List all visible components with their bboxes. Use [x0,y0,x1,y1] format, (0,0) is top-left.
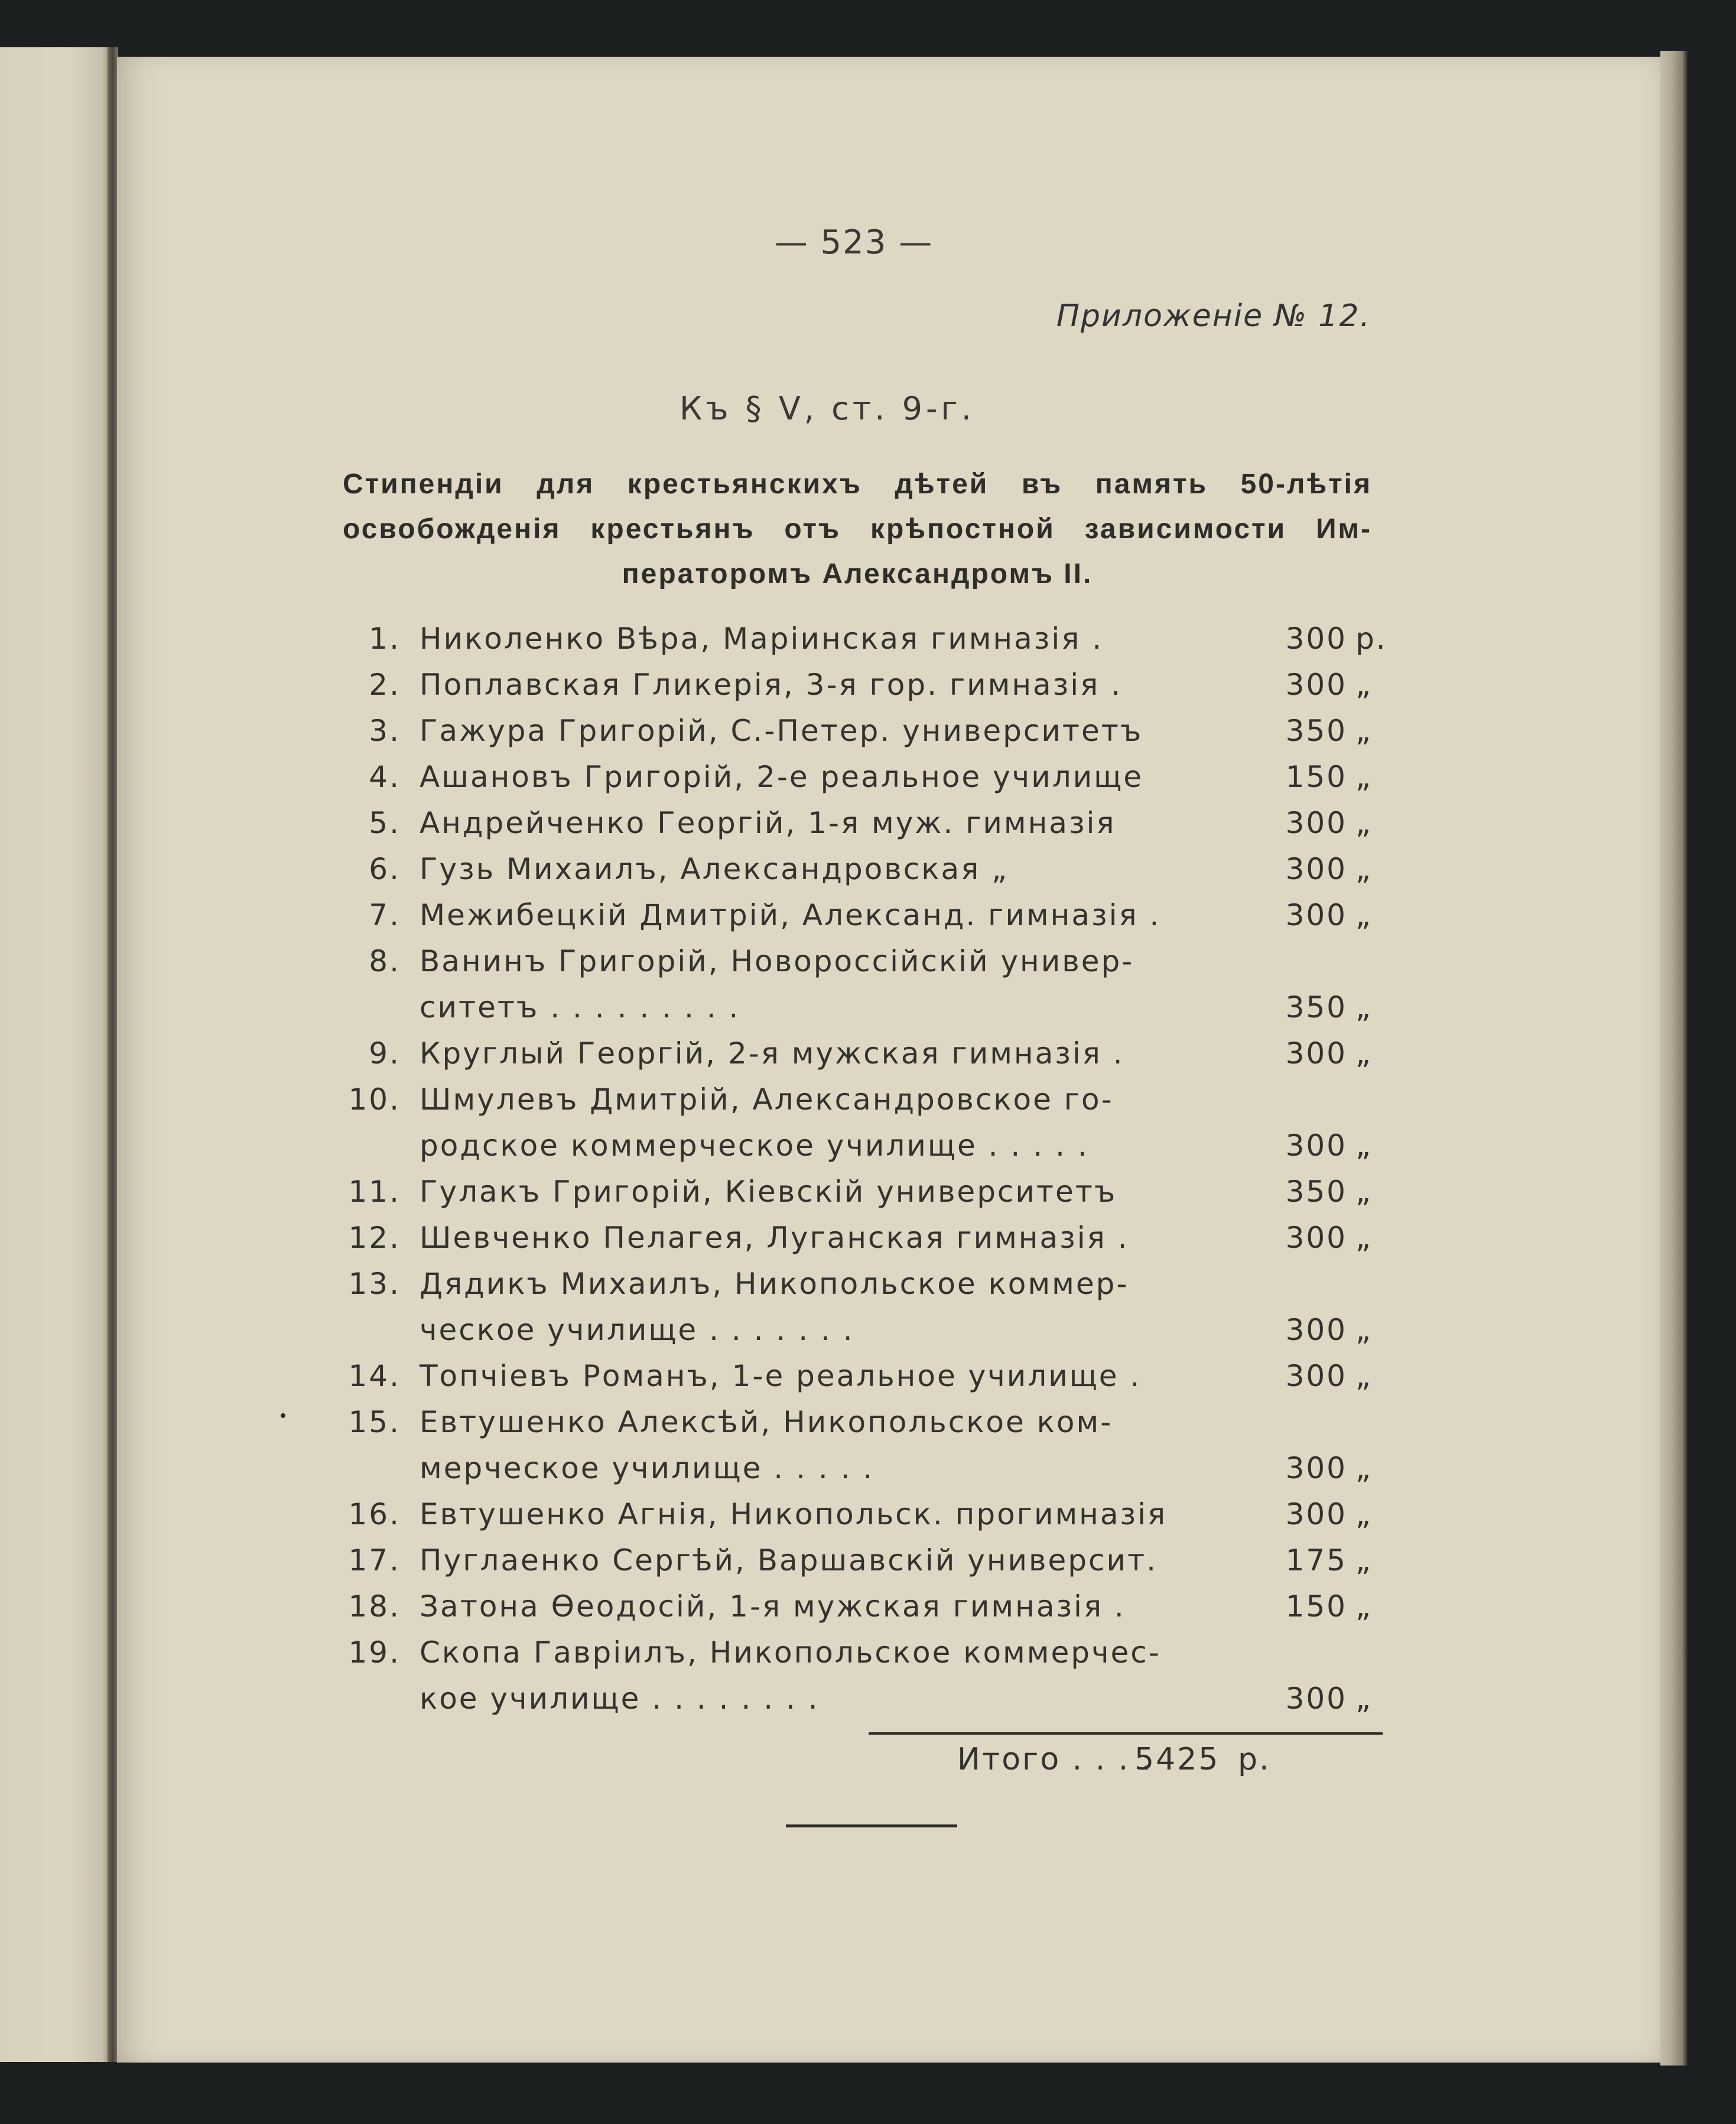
item-amount: 175 [1285,1543,1347,1577]
item-text: Межибецкій Дмитрій, Александ. гимназія . [420,898,1161,932]
list-item [331,944,1389,990]
list-item [331,622,1389,668]
item-unit: „ [1355,1221,1373,1255]
item-number: 11. [348,1175,401,1209]
item-text: Шмулевъ Дмитрій, Александровское го- [420,1082,1114,1117]
item-text: Круглый Георгій, 2-я мужская гимназія . [420,1036,1124,1071]
item-number: 17. [348,1543,401,1577]
item-amount: 300 [1285,1221,1347,1255]
list-item [331,1451,1389,1497]
item-unit: „ [1355,852,1373,886]
list-item [331,668,1389,714]
list-item [331,1359,1389,1405]
item-number: 18. [348,1589,401,1624]
list-item [331,1175,1389,1221]
item-text: Дядикъ Михаилъ, Никопольское коммер- [420,1267,1129,1301]
item-unit: „ [1355,1681,1373,1716]
item-unit: „ [1355,760,1373,794]
item-unit: „ [1355,1451,1373,1485]
item-number: 9. [369,1036,401,1071]
item-amount: 300 [1285,1681,1347,1716]
item-text: Скопа Гавріилъ, Никопольское коммерчес- [420,1635,1161,1670]
list-item [331,1635,1389,1681]
list-item [331,852,1389,898]
item-unit: „ [1355,714,1373,748]
heading-line-2: освобожденія крестьянъ отъ крѣпостной зависимости Им- [343,513,1372,545]
item-amount: 150 [1285,760,1347,794]
total-line [957,1742,1389,1777]
item-number: 14. [348,1359,401,1393]
item-unit: „ [1355,1313,1373,1347]
item-unit: „ [1355,1589,1373,1624]
item-amount: 300 [1285,1497,1347,1531]
item-text: Гулакъ Григорій, Кіевскій университетъ [420,1175,1117,1209]
document-heading [343,462,1372,597]
item-amount: 300 [1285,806,1347,840]
paper-speck [281,1413,285,1418]
item-amount: 150 [1285,1589,1347,1624]
list-item [331,1405,1389,1451]
item-text: Гузь Михаилъ, Александровская „ [420,852,1009,886]
list-item [331,1082,1389,1128]
item-amount: 300 [1285,1128,1347,1163]
item-text: ситетъ . . . . . . . . . [420,990,740,1024]
item-text: родское коммерческое училище . . . . . [420,1128,1089,1163]
item-text: Гажура Григорій, С.-Петер. университетъ [420,714,1143,748]
list-item [331,1543,1389,1589]
item-number: 1. [369,622,401,656]
item-unit: „ [1355,1175,1373,1209]
item-number: 16. [348,1497,401,1531]
item-number: 3. [369,714,401,748]
scholarship-list [331,622,1389,1728]
item-number: 13. [348,1267,401,1301]
item-amount: 350 [1285,1175,1347,1209]
list-item [331,760,1389,806]
item-amount: 300 [1285,1451,1347,1485]
list-item [331,1313,1389,1359]
item-unit: „ [1355,990,1373,1024]
item-amount: 300 [1285,898,1347,932]
item-unit: „ [1355,668,1373,702]
item-unit: „ [1355,898,1373,932]
item-number: 4. [369,760,401,794]
item-amount: 300 [1285,852,1347,886]
item-number: 15. [348,1405,401,1439]
item-text: Николенко Вѣра, Маріинская гимназія . [420,622,1104,656]
item-unit: „ [1355,1128,1373,1163]
list-item [331,806,1389,852]
item-amount: 350 [1285,990,1347,1024]
item-amount: 300 [1285,668,1347,702]
heading-line-1: Стипендіи для крестьянскихъ дѣтей въ память 50-лѣтія [343,469,1372,500]
item-unit: „ [1355,1497,1373,1531]
list-item [331,714,1389,760]
list-item [331,1497,1389,1543]
item-unit: „ [1355,1359,1373,1393]
item-text: Ванинъ Григорій, Новороссійскій универ- [420,944,1134,978]
sum-rule [869,1732,1383,1735]
item-text: Затона Өеодосій, 1-я мужская гимназія . [420,1589,1126,1624]
item-text: Топчіевъ Романъ, 1-е реальное училище . [420,1359,1142,1393]
item-unit: р. [1355,622,1387,656]
item-amount: 300 [1285,1313,1347,1347]
item-number: 5. [369,806,401,840]
list-item [331,1681,1389,1728]
item-unit: „ [1355,1543,1373,1577]
list-item [331,1128,1389,1175]
item-text: Поплавская Гликерія, 3-я гор. гимназія . [420,668,1123,702]
list-item [331,1589,1389,1635]
item-text: Евтушенко Алексѣй, Никопольское ком- [420,1405,1113,1439]
list-item [331,1036,1389,1082]
list-item [331,1267,1389,1313]
item-number: 2. [369,668,401,702]
list-item [331,898,1389,944]
item-number: 12. [348,1221,401,1255]
item-text: Евтушенко Агнія, Никопольск. прогимназія [420,1497,1168,1531]
item-amount: 300 [1285,1036,1347,1071]
total-amount: 5425 [1134,1742,1220,1777]
item-unit: „ [1355,806,1373,840]
item-text: Пуглаенко Сергѣй, Варшавскій университ. [420,1543,1158,1577]
total-unit: р. [1238,1742,1271,1777]
section-reference: Къ § V, ст. 9-г. [680,390,975,427]
item-number: 7. [369,898,401,932]
item-text: мерческое училище . . . . . [420,1451,874,1485]
item-amount: 300 [1285,1359,1347,1393]
item-number: 6. [369,852,401,886]
item-amount: 300 [1285,622,1347,656]
item-text: Андрейченко Георгій, 1-я муж. гимназія [420,806,1116,840]
item-amount: 350 [1285,714,1347,748]
item-number: 19. [348,1635,401,1670]
item-text: Ашановъ Григорій, 2-е реальное училище [420,760,1144,794]
item-text: кое училище . . . . . . . . [420,1681,820,1716]
item-number: 8. [369,944,401,978]
item-text: Шевченко Пелагея, Луганская гимназія . [420,1221,1129,1255]
list-item [331,1221,1389,1267]
item-unit: „ [1355,1036,1373,1071]
end-rule [786,1824,957,1827]
page-number: — 523 — [774,223,934,262]
item-text: ческое училище . . . . . . . [420,1313,854,1347]
item-number: 10. [348,1082,401,1117]
total-label: Итого . . . . [957,1742,1153,1777]
appendix-label: Приложеніе № 12. [1056,298,1371,334]
list-item [331,990,1389,1036]
heading-line-3: ператоромъ Александромъ II. [622,558,1093,590]
